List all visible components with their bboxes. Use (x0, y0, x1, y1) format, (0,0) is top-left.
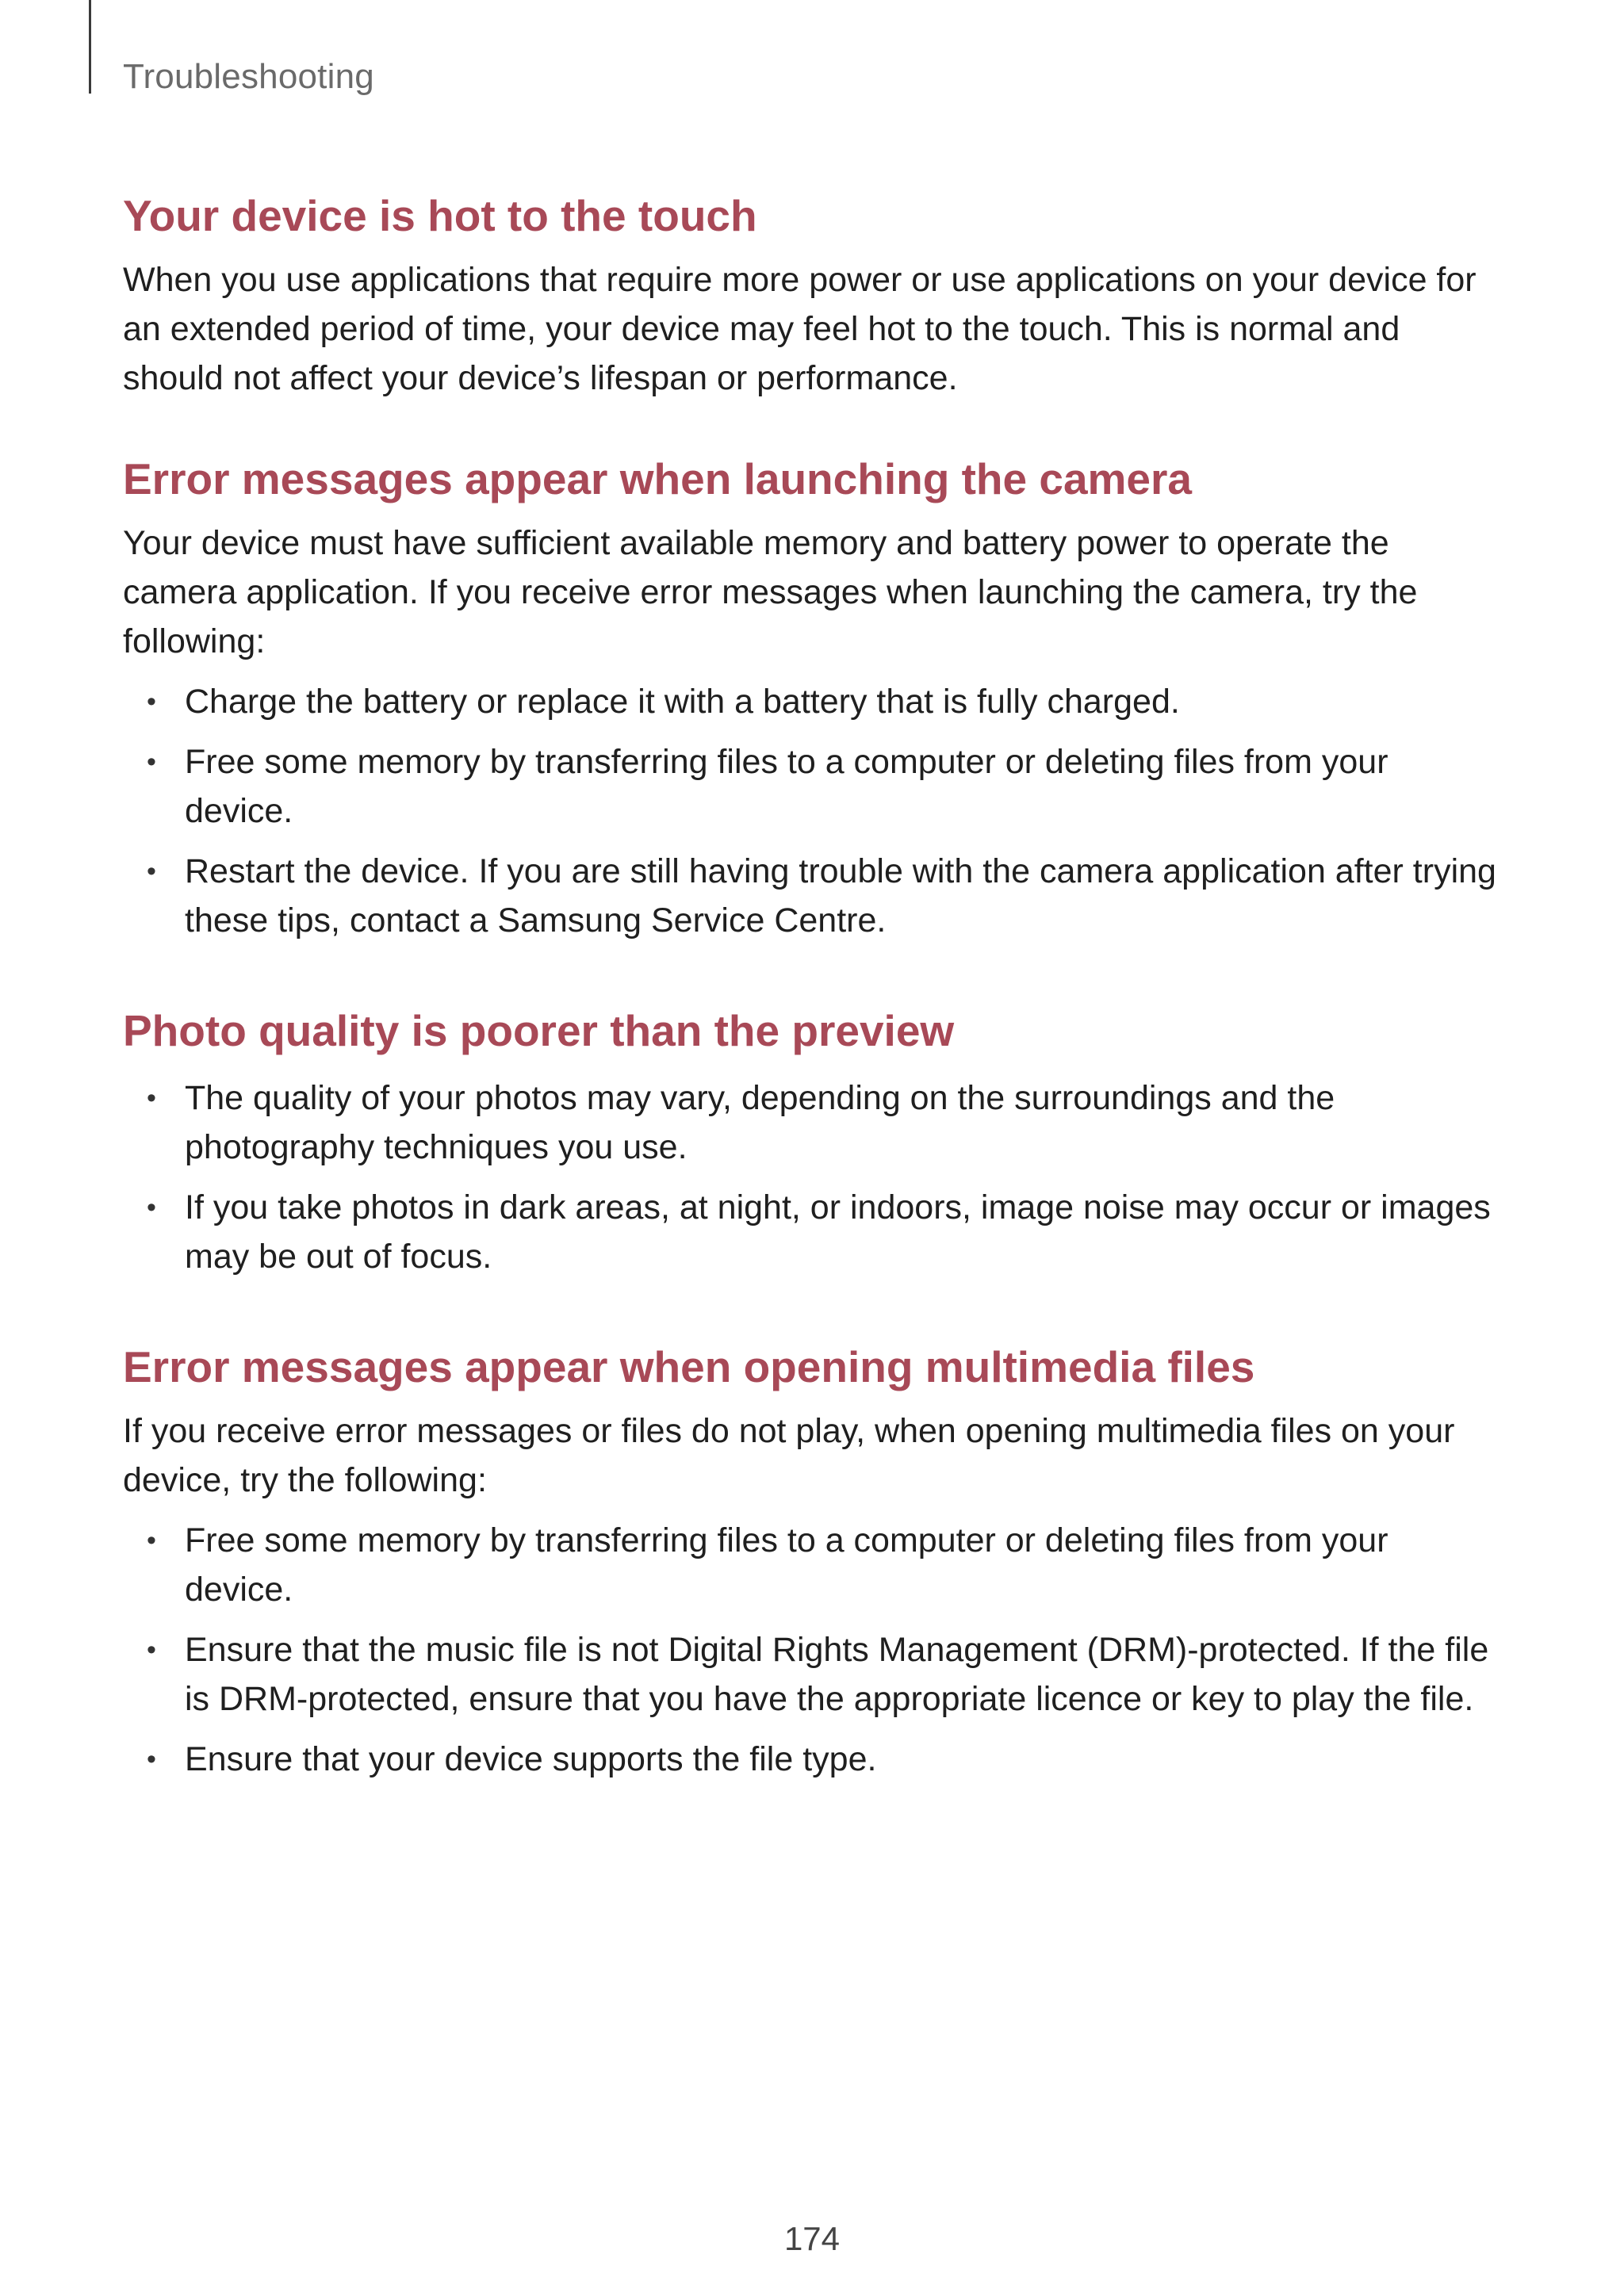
section-device-hot (123, 184, 1503, 403)
section-multimedia-errors (123, 1335, 1503, 1784)
bullet-icon: • (147, 1744, 156, 1774)
bullet-icon: • (147, 687, 156, 717)
list-item (123, 1516, 1503, 1614)
bullet-icon: • (147, 747, 156, 777)
list-item-text: Ensure that the music file is not Digital Rights Management (DRM)-protected. If the file is DRM-protected, ensure that you have the appropriate licence or key to play the file. (185, 1631, 1489, 1718)
page-number: 174 (783, 2220, 841, 2257)
list-item-text: Ensure that your device supports the file type. (185, 1740, 877, 1778)
list-item (123, 677, 1503, 726)
section-photo-quality (123, 999, 1503, 1281)
section-heading: Photo quality is poorer than the preview (123, 1006, 955, 1055)
bullet-list (123, 1073, 1503, 1281)
list-item-text: Restart the device. If you are still having trouble with the camera application after trying these tips, contact a Samsung Service Centre. (185, 852, 1496, 939)
bullet-icon: • (147, 1083, 156, 1113)
bullet-icon: • (147, 1635, 156, 1665)
bullet-icon: • (147, 1525, 156, 1556)
bullet-list (123, 677, 1503, 945)
list-item-text: Charge the battery or replace it with a battery that is fully charged. (185, 683, 1180, 721)
section-paragraph: When you use applications that require more power or use applications on your device for an extended period of time, your device may feel hot to the touch. This is normal and should not affect your device’s lifespan or performance. (123, 261, 1477, 397)
section-heading: Your device is hot to the touch (123, 191, 757, 240)
bullet-icon: • (147, 1192, 156, 1223)
list-item (123, 1735, 1503, 1784)
main-content (123, 184, 1503, 1784)
section-camera-errors (123, 447, 1503, 945)
list-item (123, 1625, 1503, 1724)
section-paragraph: If you receive error messages or files do not play, when opening multimedia files on your device, try the following: (123, 1412, 1455, 1499)
list-item-text: Free some memory by transferring files to a computer or deleting files from your device. (185, 743, 1388, 830)
list-item-text: If you take photos in dark areas, at night, or indoors, image noise may occur or images may be out of focus. (185, 1188, 1491, 1276)
list-item-text: The quality of your photos may vary, depending on the surroundings and the photography techniques you use. (185, 1079, 1335, 1166)
list-item (123, 1183, 1503, 1281)
header-rule (89, 0, 91, 94)
list-item (123, 847, 1503, 945)
list-item (123, 737, 1503, 836)
bullet-icon: • (147, 856, 156, 886)
bullet-list (123, 1516, 1503, 1784)
section-heading: Error messages appear when launching the camera (123, 454, 1193, 503)
section-paragraph: Your device must have sufficient available memory and battery power to operate the camera application. If you receive error messages when launching the camera, try the following: (123, 524, 1418, 660)
list-item-text: Free some memory by transferring files to a computer or deleting files from your device. (185, 1521, 1388, 1609)
list-item (123, 1073, 1503, 1172)
section-heading: Error messages appear when opening multimedia files (123, 1342, 1255, 1391)
running-header: Troubleshooting (123, 57, 374, 96)
